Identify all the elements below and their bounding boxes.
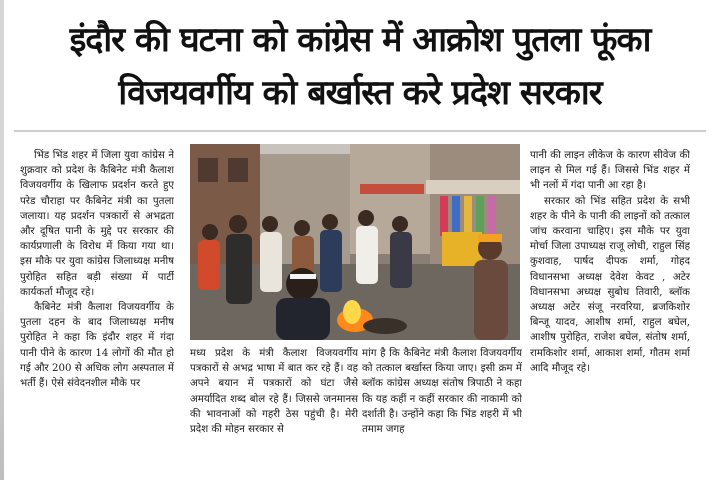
article-column-2 — [190, 346, 358, 468]
news-photo-effigy-burning — [190, 144, 520, 340]
article-paragraph: भिंड भिंड शहर में जिला युवा कांग्रेस ने शुक्रवार को प्रदेश के कैबिनेट मंत्री कैलाश विजयवर्गीय के खिलाफ प्रदर्शन करते हुए परेड चौराहा पर कैबिनेट मंत्री का पुतला जलाया। यह प्रदर्शन पत्रकारों से अभद्रता और दूषित पानी के मुद्दे पर सरकार की कार्यप्रणाली के विरोध में किया गया था। इस मौके पर युवा कांग्रेस जिलाध्यक्ष मनीष पुरोहित सहित बड़ी संख्या में पार्टी कार्यकर्ता मौजूद रहे। — [20, 150, 174, 298]
article-column-4 — [530, 148, 690, 468]
article-paragraph: कैबिनेट मंत्री कैलाश विजयवर्गीय के पुतला दहन के बाद जिलाध्यक्ष मनीष पुरोहित ने कहा कि इंदौर शहर में गंदा पानी पीने के कारण 14 लोगों की मौत हो गई और 200 से अधिक लोग अस्पताल में भर्ती हैं। ऐसे संवेदनशील मौके पर — [20, 302, 174, 390]
page-edge-strip — [0, 0, 4, 480]
article-paragraph: पानी की लाइन लीकेज के कारण सीवेज की लाइन से मिल गई हैं। जिससे भिंड शहर में भी नलों में गंदा पानी आ रहा है। — [530, 150, 690, 192]
headline-line-2: विजयवर्गीय को बर्खास्त करे प्रदेश सरकार — [118, 73, 602, 113]
article-paragraph: मध्य प्रदेश के मंत्री कैलाश विजयवर्गीय पत्रकारों से अभद्र भाषा में बात कर रहे हैं। वह अपने बयान में पत्रकारों को घंटा जैसे अमर्यादित शब्द बोल रहे हैं। जिससे जनमानस की भावनाओं को गहरी ठेस पहुंची है। मेरी प्रदेश की मोहन सरकार से — [190, 348, 358, 436]
headline-divider — [14, 130, 706, 132]
article-paragraph: सरकार को भिंड सहित प्रदेश के सभी शहर के पीने के पानी की लाइनों को तत्काल जांच करवाना चाहिए। इस मौके पर युवा मोर्चा जिला उपाध्यक्ष राजू लोधी, राहुल सिंह कुशवाह, पार्षद दीपक शर्मा, गोहद विधानसभा अध्यक्ष देवेश केवट , अटेर विधानसभा अध्यक्ष सुबोध तिवारी, ब्लॉक अध्यक्ष अटेर संजू नरवरिया, ब्रजकिशोर बिन्जू यादव, आशीष शर्मा, राहुल बघेल, आशीष पुरोहित, राजेश बघेल, संतोष शर्मा, रामकिशोर शर्मा, आकाश शर्मा, गौतम शर्मा आदि मौजूद रहे। — [530, 195, 690, 374]
headline-line-1: इंदौर की घटना को कांग्रेस में आक्रोश पुतला फूंका — [69, 20, 651, 60]
article-column-3 — [362, 346, 522, 468]
article-column-1 — [20, 148, 174, 468]
article-paragraph: मांग है कि कैबिनेट मंत्री कैलाश विजयवर्गीय को तत्काल बर्खास्त किया जाए। इसी क्रम में ब्लॉक कांग्रेस अध्यक्ष संतोष त्रिपाठी ने कहा कि यह कहीं न कहीं सरकार की नाकामी को दर्शाती है। उन्होंने कहा कि भिंड शहरी में भी तमाम जगह — [362, 348, 522, 436]
